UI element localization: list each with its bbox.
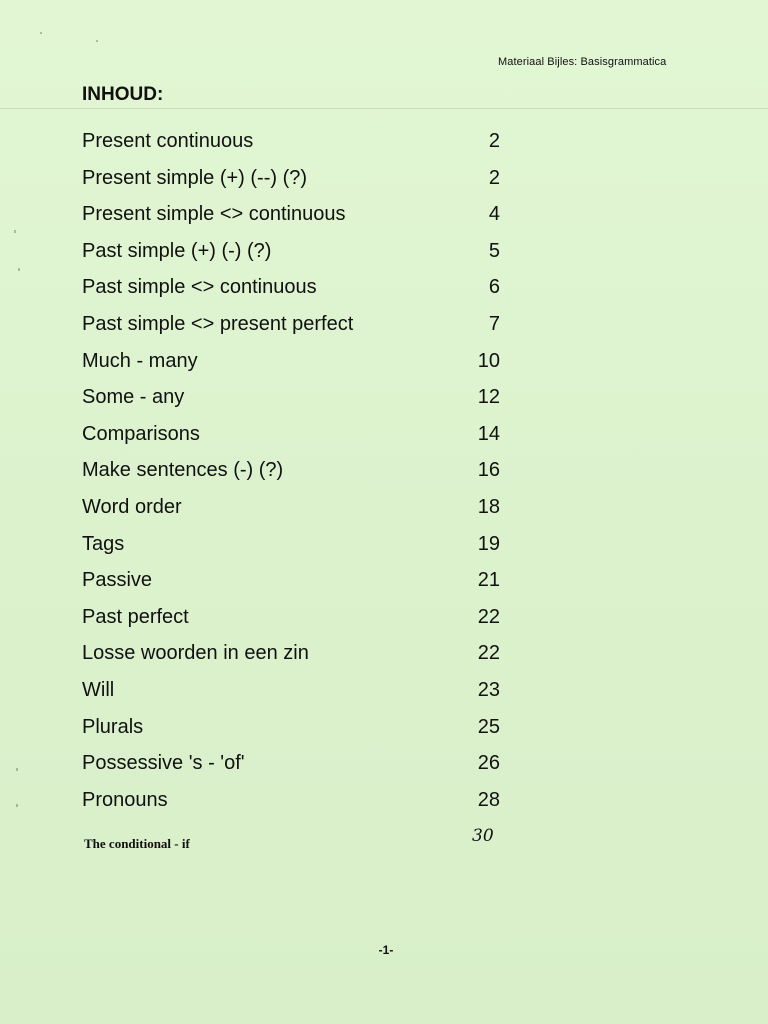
toc-entry-label: Past perfect	[82, 605, 189, 628]
toc-entry	[0, 675, 768, 712]
toc-entry	[0, 272, 768, 309]
scan-speck	[96, 40, 98, 42]
toc-entry	[0, 346, 768, 383]
toc-entry-label: Present simple <> continuous	[82, 203, 346, 226]
toc-title: INHOUD:	[82, 84, 164, 105]
toc-entry	[0, 492, 768, 529]
toc-entry-page: 12	[477, 386, 500, 409]
toc-entry-label: The conditional - if	[84, 836, 190, 851]
toc-entry	[0, 309, 768, 346]
toc-entry-page: 10	[477, 349, 500, 372]
toc-entry-page: 19	[477, 532, 500, 555]
toc-entry	[0, 382, 768, 419]
toc-entry-page: 14	[477, 422, 500, 445]
toc-entry-page: 21	[477, 569, 500, 592]
toc-entry-label: Possessive 's - 'of'	[82, 752, 245, 775]
toc-entry-page: 25	[477, 715, 500, 738]
toc-entry	[0, 126, 768, 163]
toc-entry-label: Comparisons	[82, 422, 200, 445]
toc-entry	[0, 748, 768, 785]
toc-entry	[0, 419, 768, 456]
toc-entry-label: Passive	[82, 569, 153, 592]
page-number-footer	[0, 943, 768, 957]
toc-entry-page: 4	[488, 203, 500, 226]
toc-entry-label: Word order	[82, 495, 182, 518]
toc-entry-page: 7	[488, 312, 500, 335]
toc-entry-conditional	[0, 826, 768, 856]
toc-entry	[0, 602, 768, 639]
toc-entry-page-handwritten: 30	[472, 826, 494, 846]
toc-entry	[0, 163, 768, 200]
toc-entry	[0, 712, 768, 749]
toc-entry-label: Past simple <> present perfect	[82, 312, 354, 335]
toc-entry-label: Present continuous	[82, 130, 254, 152]
toc-entry-page: 28	[477, 788, 500, 811]
toc-entry-label: Past simple (+) (-) (?)	[82, 239, 272, 262]
toc-entry-label: Plurals	[82, 715, 144, 738]
toc-entry-label: Some - any	[82, 386, 185, 409]
toc-entry	[0, 236, 768, 273]
toc-entry-label: Pronouns	[82, 788, 168, 811]
page-number: -1-	[378, 943, 394, 957]
toc-list	[0, 126, 768, 821]
toc-entry-page: 18	[477, 495, 500, 518]
scan-fold-line	[0, 108, 768, 109]
toc-entry	[0, 529, 768, 566]
toc-entry-label: Present simple (+) (--) (?)	[82, 166, 308, 189]
toc-entry-page: 26	[477, 752, 500, 775]
toc-entry-label: Tags	[82, 532, 125, 555]
toc-entry	[0, 638, 768, 675]
toc-entry-page: 6	[488, 276, 500, 299]
scan-speck	[40, 32, 42, 34]
toc-entry	[0, 455, 768, 492]
toc-entry-label: Will	[82, 678, 115, 701]
running-header: Materiaal Bijles: Basisgrammatica	[498, 56, 667, 68]
toc-entry-page: 16	[477, 459, 500, 482]
toc-entry-page: 5	[488, 239, 500, 262]
toc-entry-label: Past simple <> continuous	[82, 276, 317, 299]
toc-entry-label: Make sentences (-) (?)	[82, 459, 284, 482]
toc-entry-page: 22	[477, 605, 500, 628]
toc-entry-page: 22	[477, 642, 500, 665]
toc-entry-page: 23	[477, 678, 500, 701]
toc-entry-page: 2	[488, 166, 500, 189]
toc-entry-label: Losse woorden in een zin	[82, 642, 309, 665]
toc-entry-page: 2	[488, 130, 500, 152]
toc-entry	[0, 199, 768, 236]
toc-entry	[0, 785, 768, 822]
toc-entry-label: Much - many	[82, 349, 198, 372]
toc-entry	[0, 565, 768, 602]
